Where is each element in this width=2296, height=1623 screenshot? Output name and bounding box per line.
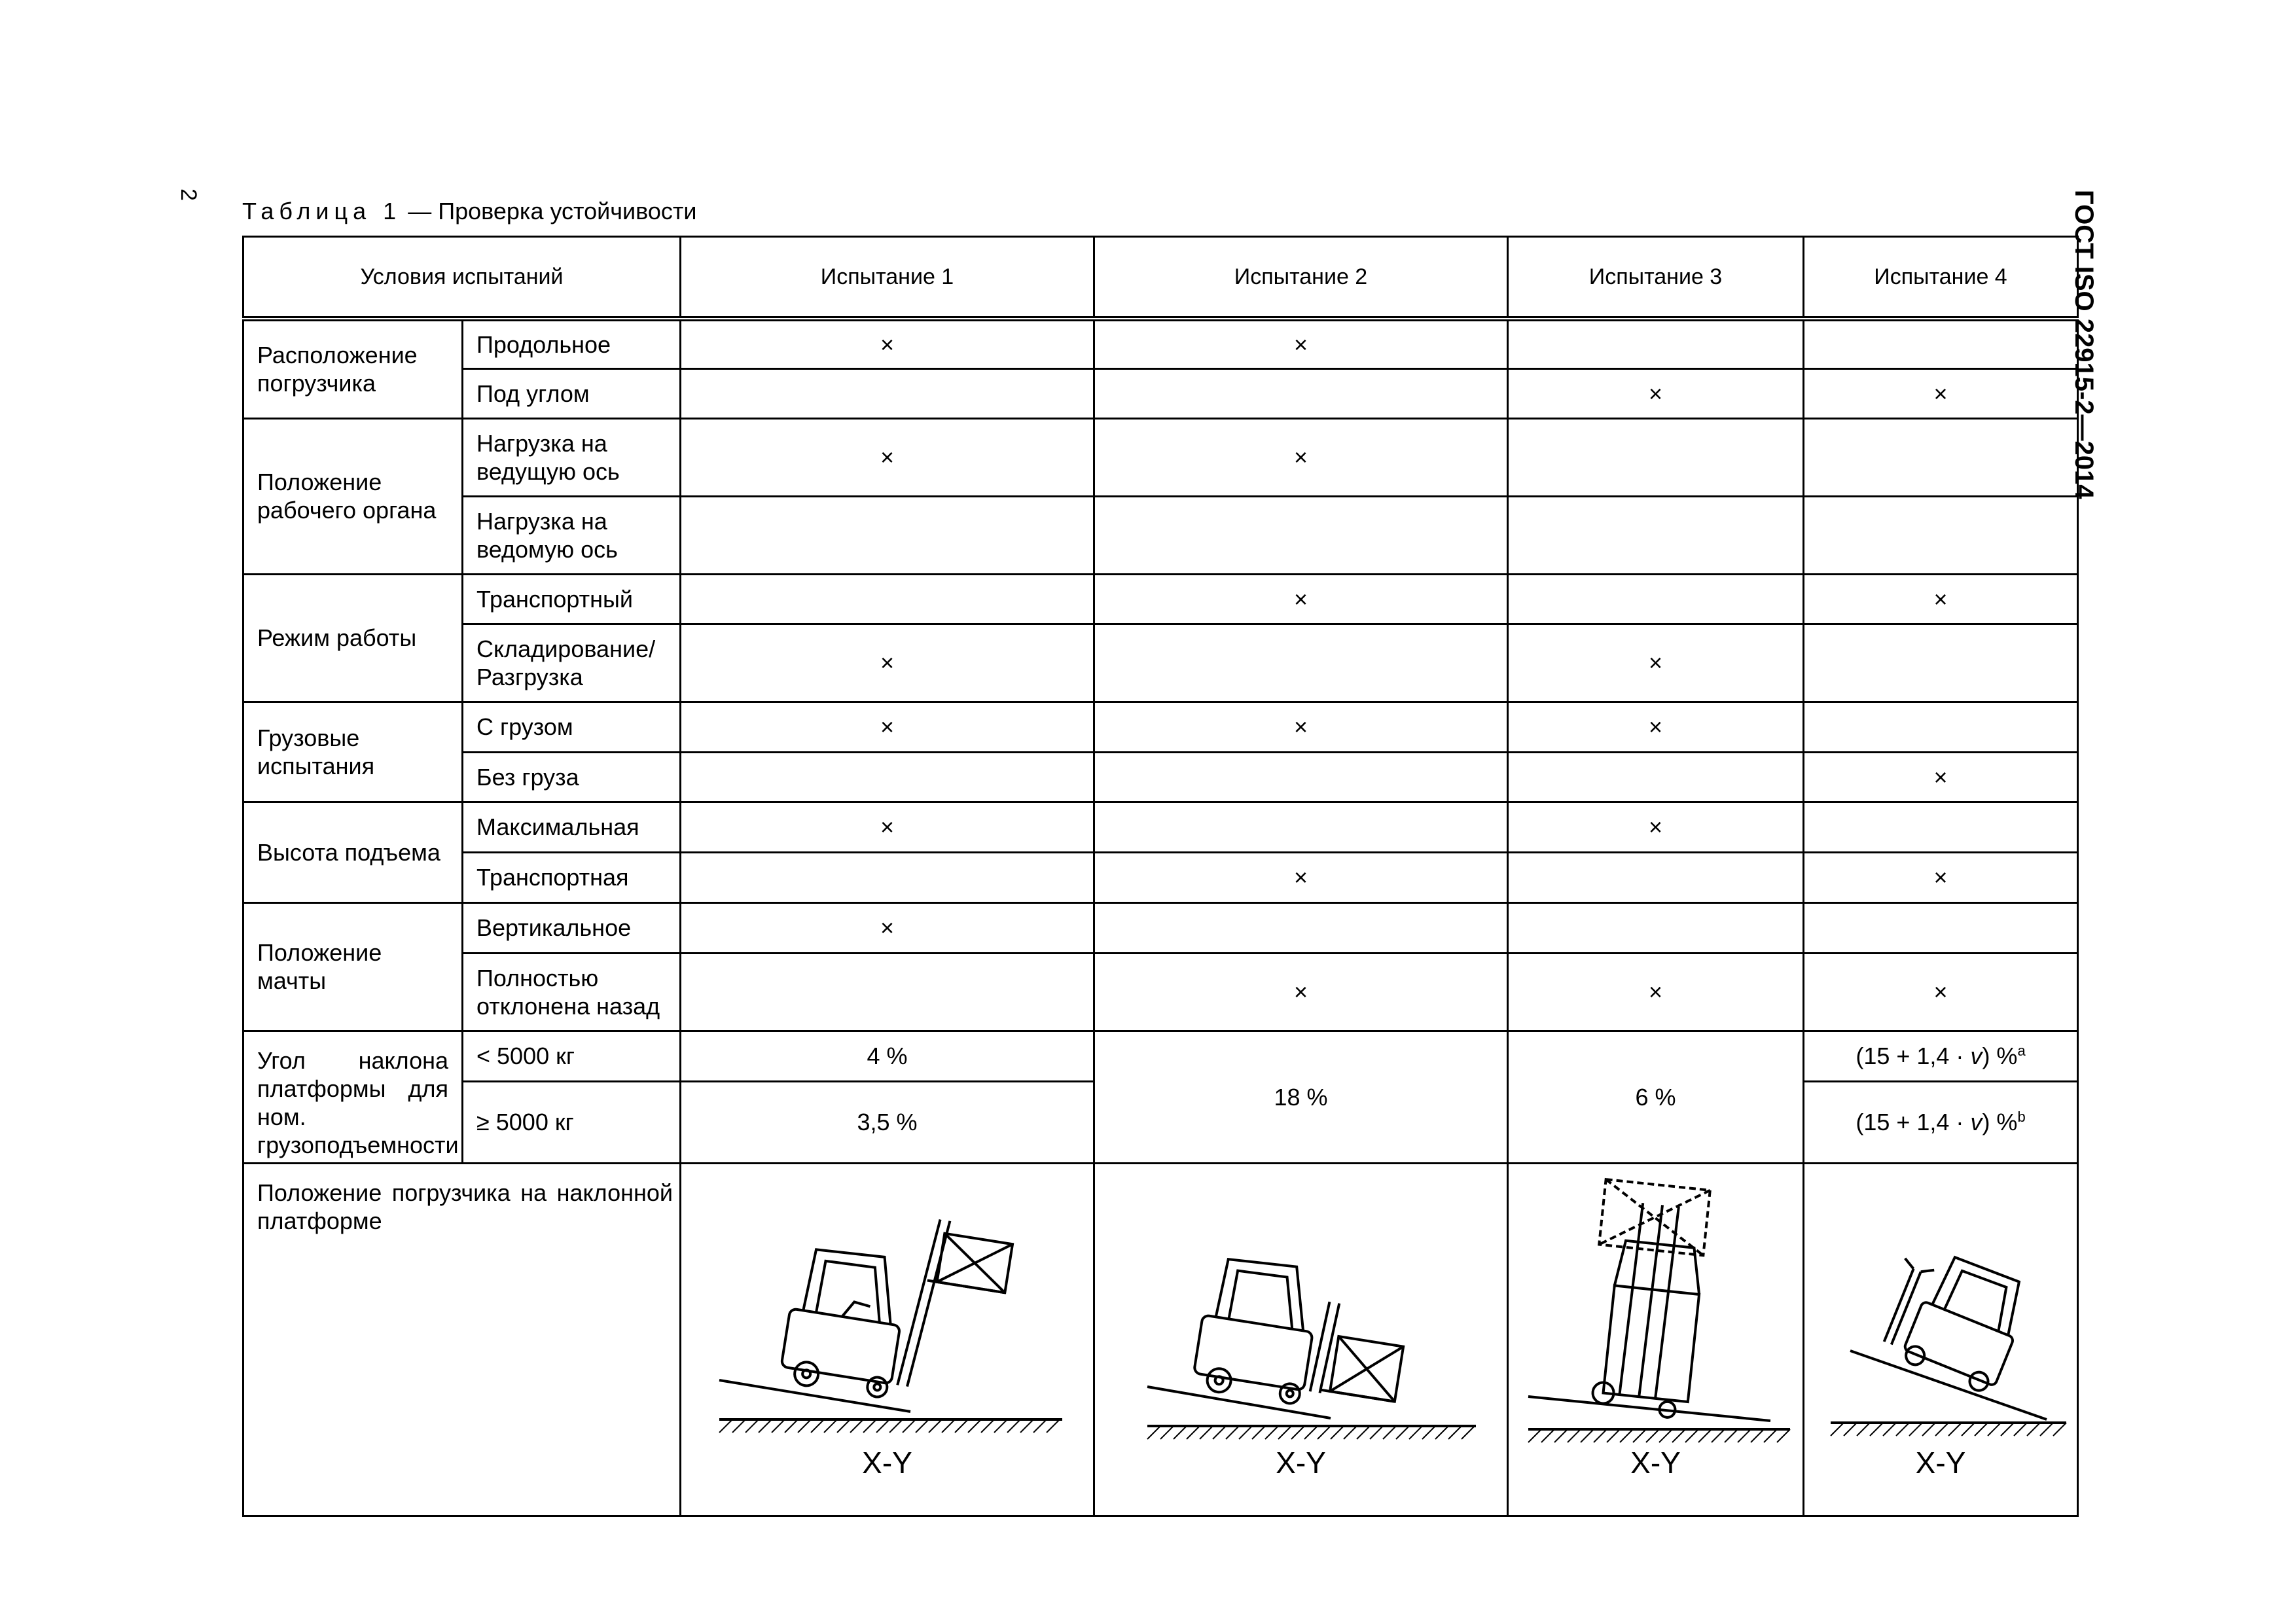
slope-row	[243, 1031, 2078, 1081]
test-1-cell: ×	[681, 319, 1094, 368]
table-row	[243, 852, 2078, 902]
axis-label-xy: X-Y	[1915, 1445, 1966, 1480]
ramp-line	[1147, 1387, 1331, 1418]
condition-group-label: Грузовые испытания	[243, 702, 463, 802]
test-3-cell	[1508, 418, 1804, 496]
table-row	[243, 702, 2078, 752]
table-row	[243, 496, 2078, 574]
slope-test-4-under-5000	[1804, 1031, 2078, 1081]
test-2-cell: ×	[1094, 418, 1508, 496]
ramp-line	[1850, 1351, 2047, 1419]
formula-variable: v	[1970, 1109, 1982, 1135]
condition-sub-label: Продольное	[463, 319, 681, 368]
test-3-cell: ×	[1508, 368, 1804, 418]
test-1-cell	[681, 368, 1094, 418]
condition-sub-label: Максимальная	[463, 802, 681, 852]
slope-test-2: 18 %	[1094, 1031, 1508, 1163]
condition-sub-label: Полностью отклонена назад	[463, 953, 681, 1031]
condition-group-label: Высота подъема	[243, 802, 463, 902]
header-test-2: Испытание 2	[1094, 237, 1508, 319]
condition-group-label: Режим работы	[243, 574, 463, 702]
header-test-4: Испытание 4	[1804, 237, 2078, 319]
forklift-figure	[1869, 1239, 2034, 1396]
formula-suffix: ) %	[1982, 1109, 2018, 1135]
table-row	[243, 624, 2078, 702]
condition-sub-label: Вертикальное	[463, 902, 681, 953]
test-3-cell	[1508, 902, 1804, 953]
stability-table	[242, 236, 2079, 1517]
table-row	[243, 802, 2078, 852]
test-1-cell	[681, 496, 1094, 574]
condition-sub-label: Складирование/ Разгрузка	[463, 624, 681, 702]
test-4-cell	[1804, 418, 2078, 496]
test-2-cell: ×	[1094, 319, 1508, 368]
diagram-test-1	[681, 1163, 1094, 1516]
diagram-row-label: Положение погрузчика на наклонной платформе	[243, 1163, 681, 1516]
header-conditions: Условия испытаний	[243, 237, 681, 319]
condition-sub-label: Транспортная	[463, 852, 681, 902]
diagram-test-2	[1094, 1163, 1508, 1516]
slope-test-4-over-5000	[1804, 1081, 2078, 1163]
condition-sub-label: Нагрузка на ведущую ось	[463, 418, 681, 496]
test-2-cell: ×	[1094, 574, 1508, 624]
test-3-cell: ×	[1508, 802, 1804, 852]
test-2-cell: ×	[1094, 852, 1508, 902]
condition-sub-label: Под углом	[463, 368, 681, 418]
test-3-cell	[1508, 852, 1804, 902]
test-2-cell	[1094, 802, 1508, 852]
ground-hatching	[1147, 1426, 1475, 1439]
forklift-figure	[779, 1198, 1014, 1414]
condition-group-label: Положение рабочего органа	[243, 418, 463, 574]
condition-group-label: Расположение погрузчика	[243, 319, 463, 418]
table-row	[243, 902, 2078, 953]
test-2-cell	[1094, 902, 1508, 953]
slope-test-1-over-5000: 3,5 %	[681, 1081, 1094, 1163]
ramp-line	[1528, 1397, 1770, 1421]
diagram-row	[243, 1163, 2078, 1516]
slope-sub-label-under-5000: < 5000 кг	[463, 1031, 681, 1081]
table-row	[243, 752, 2078, 802]
table-caption	[242, 198, 696, 225]
forklift-figure	[1582, 1179, 1710, 1419]
test-4-cell	[1804, 902, 2078, 953]
test-2-cell	[1094, 752, 1508, 802]
test-4-cell	[1804, 802, 2078, 852]
header-test-1: Испытание 1	[681, 237, 1094, 319]
formula-suffix: ) %	[1982, 1043, 2018, 1069]
test-2-cell: ×	[1094, 702, 1508, 752]
test-4-cell: ×	[1804, 574, 2078, 624]
diagram-test-3	[1508, 1163, 1804, 1516]
test-4-cell	[1804, 624, 2078, 702]
test-1-cell	[681, 953, 1094, 1031]
axis-label-xy: X-Y	[1630, 1445, 1681, 1480]
test-1-cell	[681, 752, 1094, 802]
formula-variable: v	[1970, 1043, 1982, 1069]
table-row	[243, 418, 2078, 496]
test-4-cell: ×	[1804, 752, 2078, 802]
condition-sub-label: Транспортный	[463, 574, 681, 624]
ground-hatching	[1831, 1423, 2066, 1436]
slope-label: Угол наклона платформы для ном. грузоподъемности	[243, 1031, 463, 1163]
axis-label-xy: X-Y	[862, 1445, 912, 1480]
test-3-cell: ×	[1508, 702, 1804, 752]
test-4-cell: ×	[1804, 953, 2078, 1031]
test-1-cell	[681, 852, 1094, 902]
test-4-cell	[1804, 319, 2078, 368]
caption-label: Таблица 1	[242, 198, 402, 224]
test-3-cell	[1508, 319, 1804, 368]
axis-label-xy: X-Y	[1276, 1445, 1326, 1480]
forklift-figure	[1191, 1253, 1413, 1419]
ground-hatching	[719, 1419, 1060, 1433]
table-row	[243, 368, 2078, 418]
header-test-3: Испытание 3	[1508, 237, 1804, 319]
footnote-marker-a: a	[2017, 1043, 2026, 1059]
caption-dash: —	[408, 198, 432, 224]
test-3-cell	[1508, 496, 1804, 574]
test-1-cell: ×	[681, 902, 1094, 953]
slope-test-1-under-5000: 4 %	[681, 1031, 1094, 1081]
condition-sub-label: Без груза	[463, 752, 681, 802]
test-3-cell	[1508, 574, 1804, 624]
test-4-cell	[1804, 702, 2078, 752]
page-number: 2	[175, 188, 201, 201]
test-3-cell: ×	[1508, 624, 1804, 702]
test-3-cell: ×	[1508, 953, 1804, 1031]
caption-text: Проверка устойчивости	[438, 198, 697, 224]
test-3-cell	[1508, 752, 1804, 802]
slope-sub-label-over-5000: ≥ 5000 кг	[463, 1081, 681, 1163]
test-2-cell	[1094, 624, 1508, 702]
test-1-cell: ×	[681, 802, 1094, 852]
test-2-cell	[1094, 496, 1508, 574]
table-row	[243, 319, 2078, 368]
test-4-cell: ×	[1804, 852, 2078, 902]
footnote-marker-b: b	[2017, 1109, 2026, 1125]
slope-test-3: 6 %	[1508, 1031, 1804, 1163]
test-1-cell: ×	[681, 418, 1094, 496]
test-2-cell	[1094, 368, 1508, 418]
formula-prefix: (15 + 1,4 ·	[1856, 1109, 1971, 1135]
header-row	[243, 237, 2078, 319]
test-4-cell	[1804, 496, 2078, 574]
condition-group-label: Положение мачты	[243, 902, 463, 1031]
test-1-cell	[681, 574, 1094, 624]
condition-sub-label: С грузом	[463, 702, 681, 752]
condition-sub-label: Нагрузка на ведомую ось	[463, 496, 681, 574]
formula-prefix: (15 + 1,4 ·	[1856, 1043, 1971, 1069]
test-1-cell: ×	[681, 702, 1094, 752]
table-row	[243, 953, 2078, 1031]
test-2-cell: ×	[1094, 953, 1508, 1031]
test-1-cell: ×	[681, 624, 1094, 702]
diagram-test-4	[1804, 1163, 2078, 1516]
test-4-cell: ×	[1804, 368, 2078, 418]
standard-code: ГОСТ ISO 22915-2—2014	[2070, 190, 2098, 499]
ground-hatching	[1528, 1429, 1790, 1442]
table-row	[243, 574, 2078, 624]
